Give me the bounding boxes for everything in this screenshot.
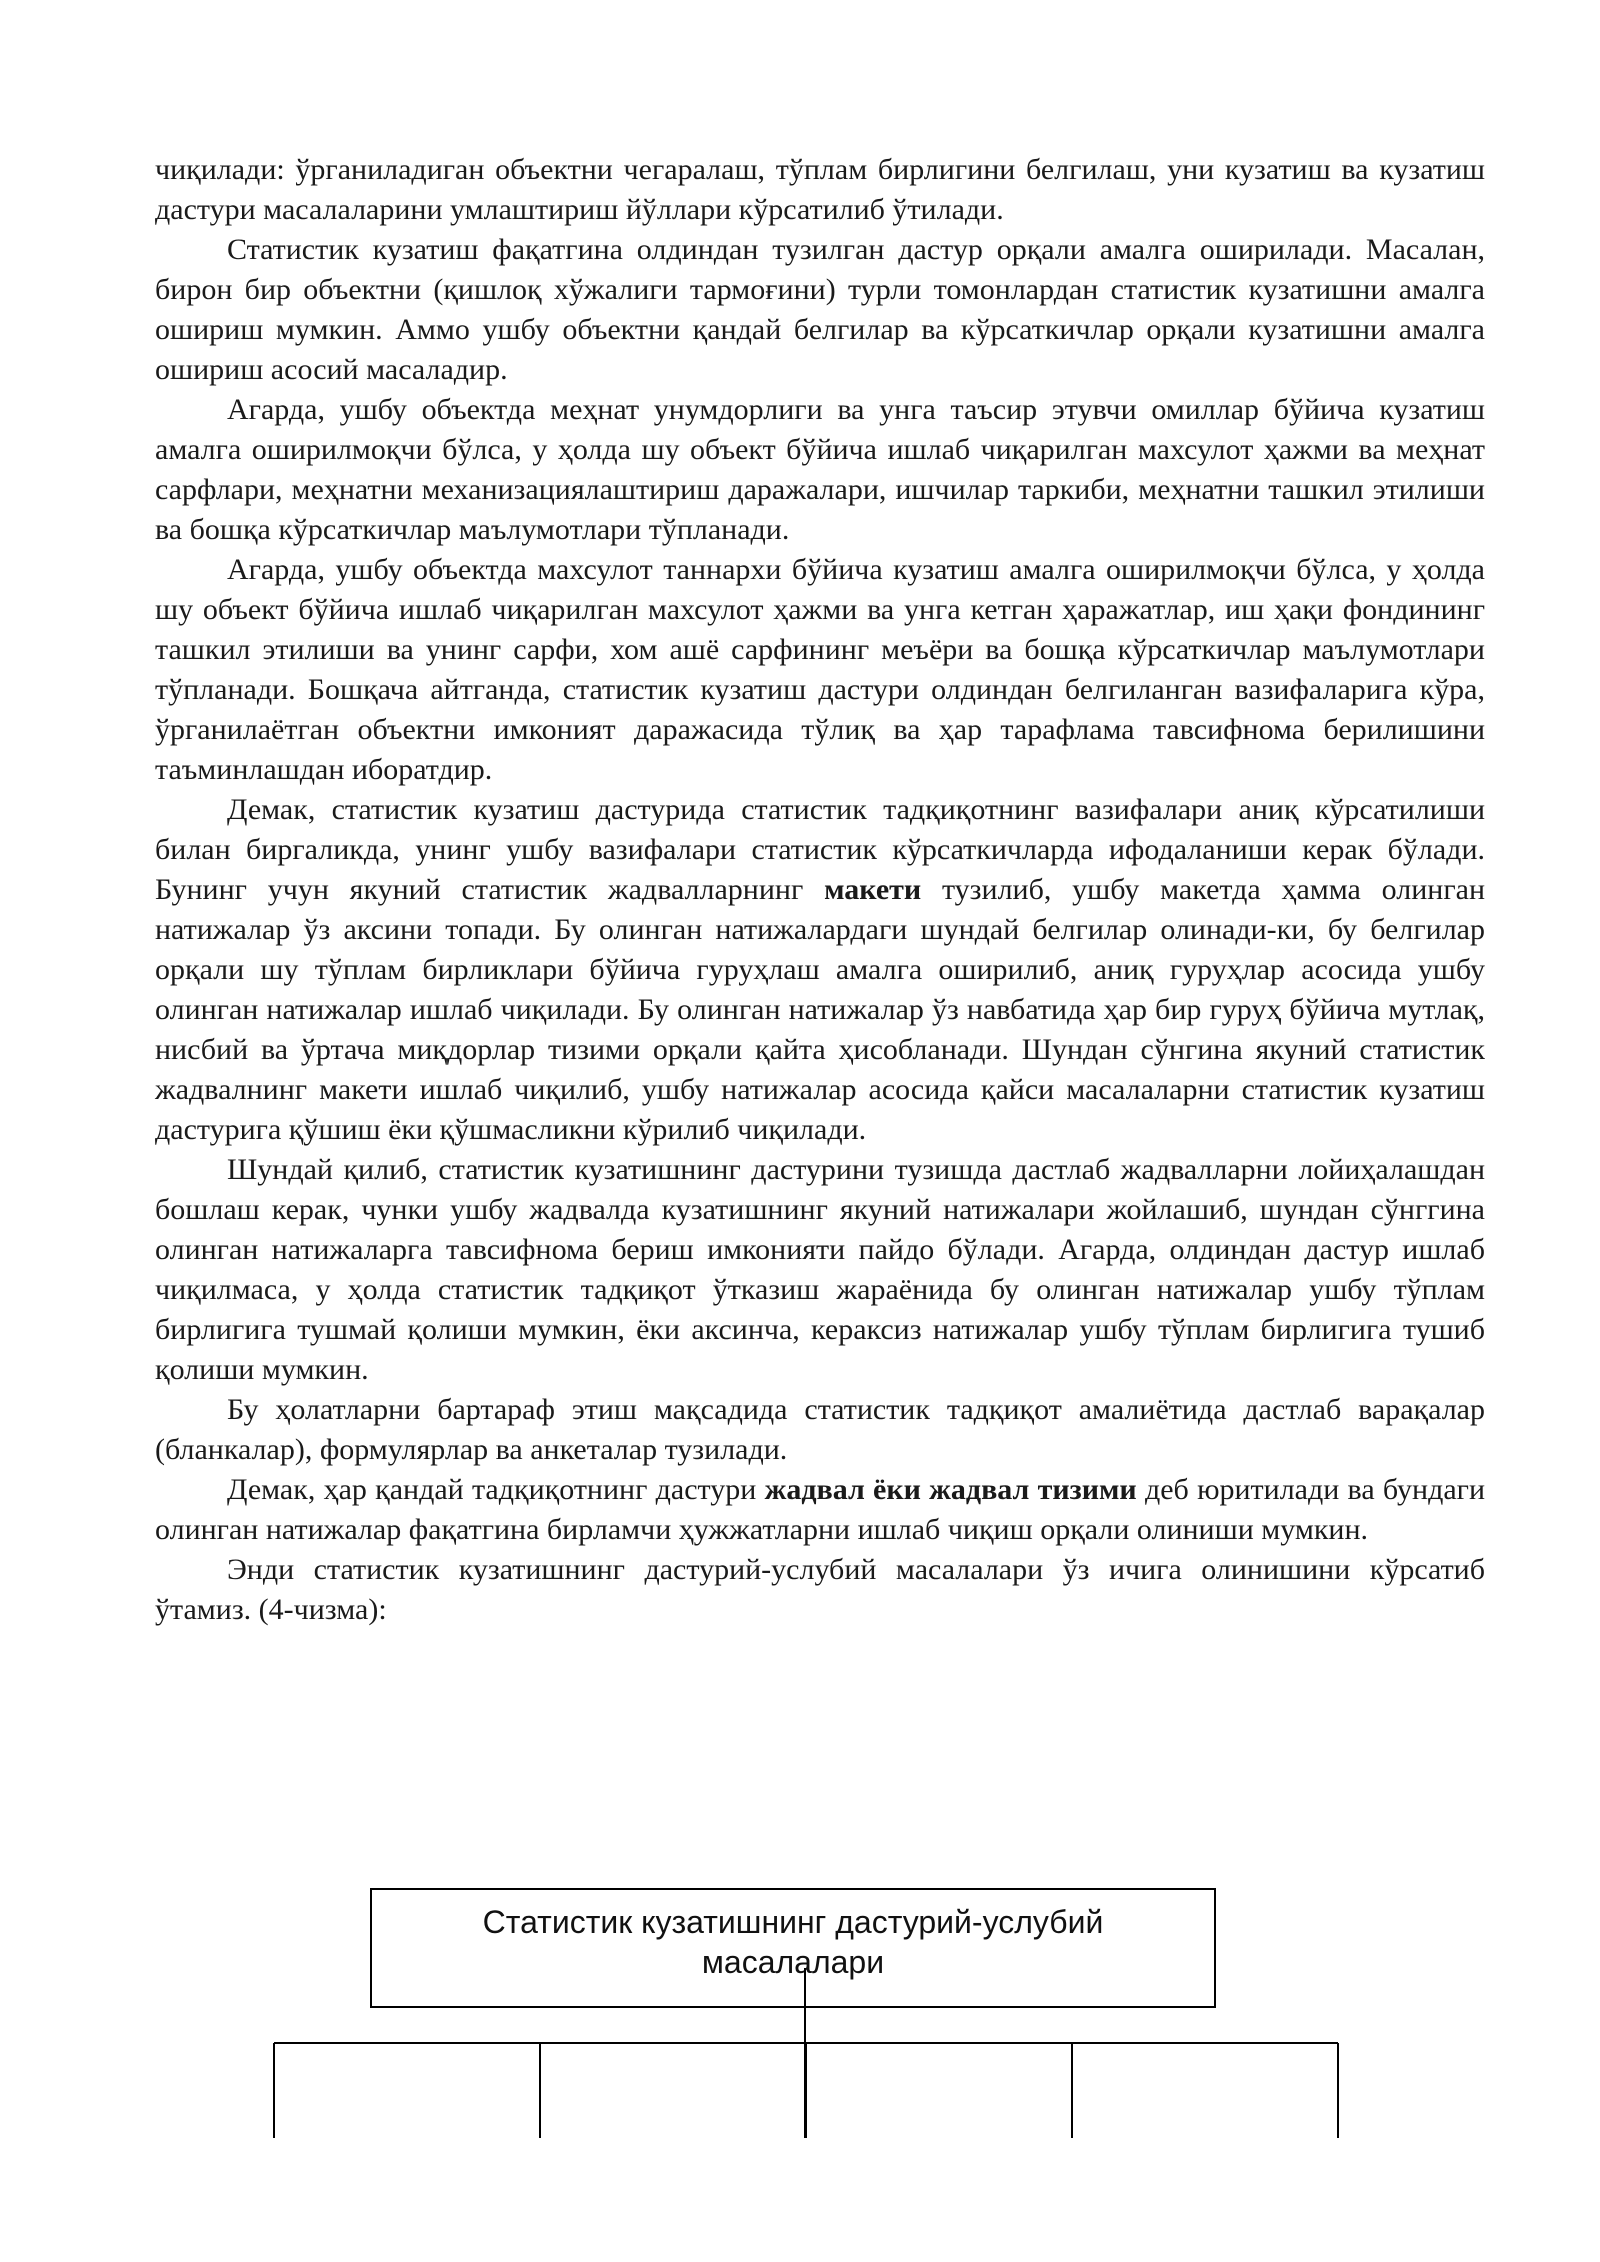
paragraph-6 xyxy=(155,1150,1485,1390)
paragraph-4 xyxy=(155,550,1485,790)
bold-term: жадвал ёки жадвал тизими xyxy=(764,1473,1137,1506)
bold-term: макети xyxy=(824,873,922,906)
paragraph-5 xyxy=(155,790,1485,1150)
text-run: чиқилади: ўрганиладиган объектни чегаралаш, тўплам бирлигини белгилаш, уни кузатиш ва кузатиш дастури масалаларини умлаштириш йўллари кўрсатилиб ўтилади. xyxy=(155,153,1485,226)
diagram-branch-lines xyxy=(274,2043,1338,2138)
text-run: Бу ҳолатларни бартараф этиш мақсадида статистик тадқиқот амалиётида дастлаб варақалар (бланкалар), формулярлар ва анкеталар тузилади. xyxy=(155,1393,1485,1466)
text-run: тузилиб, ушбу макетда ҳамма олинган натижалар ўз аксини топади. Бу олинган натижалардаги шундай белгилар олинади-ки, бу белгилар орқали шу тўплам бирликлари бўйича гуруҳлаш амалга оширилиб, аниқ гуруҳлар асосида ушбу олинган натижалар ишлаб чиқилади. Бу олинган натижалар ўз навбатида ҳар бир гуруҳ бўйича мутлақ, нисбий ва ўртача миқдорлар тизими орқали қайта ҳисобланади. Шундан сўнгина якуний статистик жадвалнинг макети ишлаб чиқилиб, ушбу натижалар асосида қайси масалаларни статистик кузатиш дастурига қўшиш ёки қўшмасликни кўрилиб чиқилади. xyxy=(155,873,1486,1146)
paragraph-2 xyxy=(155,230,1485,390)
text-run: Агарда, ушбу объектда махсулот таннархи бўйича кузатиш амалга оширилмоқчи бўлса, у ҳолда шу объект бўйича ишлаб чиқарилган махсулот ҳажми ва унга кетган ҳаражатлар, иш ҳақи фондининг ташкил этилиши ва унинг сарфи, хом ашё сарфининг меъёри ва бошқа кўрсаткичлар маълумотлари тўпланади. Бошқача айтганда, статистик кузатиш дастури олдиндан белгиланган вазифаларига кўра, ўрганилаётган объектни имконият даражасида тўлиқ ва ҳар тарафлама тавсифнома берилишини таъминлашдан иборатдир. xyxy=(155,553,1485,786)
paragraph-1 xyxy=(155,150,1485,230)
diagram-title-line-1: Статистик кузатишнинг дастурий-услубий xyxy=(482,1904,1104,1940)
paragraph-3 xyxy=(155,390,1485,550)
text-run: Демак, ҳар қандай тадқиқотнинг дастури xyxy=(227,1473,765,1506)
text-run: деб юритилади ва бундаги олинган натижалар фақатгина бирламчи ҳужжатларни ишлаб чиқиш орқали олиниши мумкин. xyxy=(155,1473,1486,1546)
paragraph-7 xyxy=(155,1390,1485,1470)
text-run: Шундай қилиб, статистик кузатишнинг дастурини тузишда дастлаб жадвалларни лойиҳалашдан бошлаш керак, чунки ушбу жадвалда кузатишнинг якуний натижалари жойлашиб, шундан сўнггина олинган натижаларга тавсифнома бериш имконияти пайдо бўлади. Агарда, олдиндан дастур ишлаб чиқилмаса, у ҳолда статистик тадқиқот ўтказиш жараёнида бу олинган натижалар ушбу тўплам бирлигига тушмай қолиши мумкин, ёки аксинча, кераксиз натижалар ушбу тўплам бирлигига тушиб қолиши мумкин. xyxy=(155,1153,1485,1386)
diagram-title-line-2: масалалари xyxy=(701,1944,885,1980)
paragraph-9 xyxy=(155,1550,1485,1630)
text-run: Статистик кузатиш фақатгина олдиндан тузилган дастур орқали амалга оширилади. Масалан, бирон бир объектни (қишлоқ хўжалиги тармоғини) турли томонлардан статистик кузатишни амалга ошириш мумкин. Аммо ушбу объектни қандай белгилар ва кўрсаткичлар орқали кузатишни амалга ошириш асосий масаладир. xyxy=(155,233,1485,386)
document-body xyxy=(155,150,1485,1630)
paragraph-8 xyxy=(155,1470,1485,1550)
text-run: Агарда, ушбу объектда меҳнат унумдорлиги ва унга таъсир этувчи омиллар бўйича кузатиш амалга оширилмоқчи бўлса, у ҳолда шу объект бўйича ишлаб чиқарилган махсулот ҳажми ва меҳнат сарфлари, меҳнатни механизациялаштириш даражалари, ишчилар таркиби, меҳнатни ташкил этилиши ва бошқа кўрсаткичлар маълумотлари тўпланади. xyxy=(155,393,1485,546)
diagram-title-box xyxy=(370,1888,1216,2008)
text-run: Демак, статистик кузатиш дастурида статистик тадқиқотнинг вазифалари аниқ кўрсатилиши билан биргаликда, унинг ушбу вазифалари статистик кўрсаткичларда ифодаланиши керак бўлади. Бунинг учун якуний статистик жадвалларнинг xyxy=(155,793,1485,906)
text-run: Энди статистик кузатишнинг дастурий-услубий масалалари ўз ичига олинишини кўрсатиб ўтамиз. (4-чизма): xyxy=(155,1553,1485,1626)
